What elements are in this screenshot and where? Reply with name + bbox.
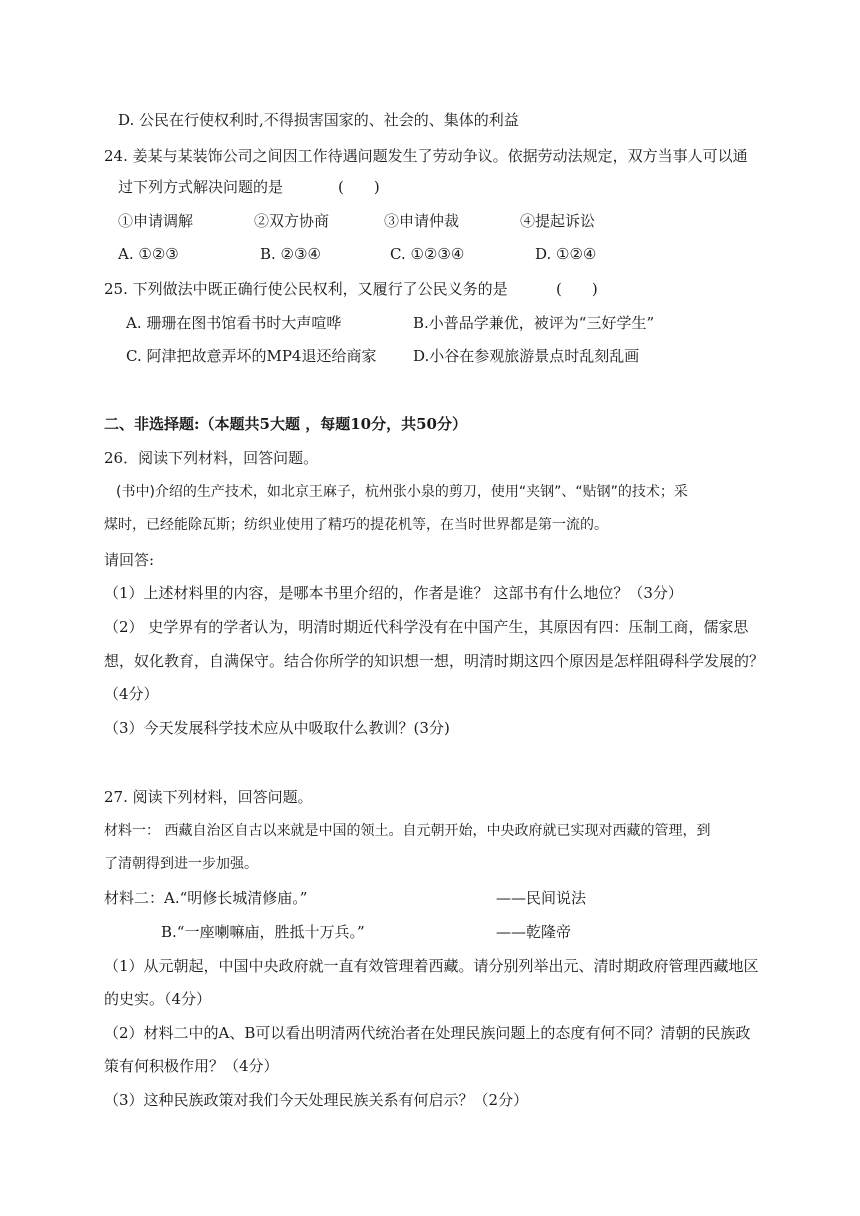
q27-material1-line1: 材料一： 西藏自治区自古以来就是中国的领土。自元朝开始，中央政府就已实现对西藏的管理，到	[104, 823, 711, 839]
q27-material2-b-source: ——乾隆帝	[496, 923, 572, 941]
q25-option-d: D.小谷在参观旅游景点时乱刻乱画	[413, 347, 640, 365]
q23-option-d: D. 公民在行使权利时,不得损害国家的、社会的、集体的利益	[118, 111, 519, 129]
q27-material1-line2: 了清朝得到进一步加强。	[104, 856, 258, 872]
q27-material2-b: B.“一座喇嘛庙，胜抵十万兵。”	[161, 923, 365, 941]
q26-sub2-line2: 想，奴化教育，自满保守。结合你所学的知识想一想，明清时期这四个原因是怎样阻碍科学发展的？	[104, 652, 765, 670]
q25-option-b: B.小普品学兼优，被评为“三好学生”	[413, 314, 655, 332]
q24-option-a: A. ①②③	[118, 245, 179, 263]
q26-sub2-line1: （2） 史学界有的学者认为，明清时期近代科学没有在中国产生，其原因有四：压制工商，儒家思	[104, 618, 749, 636]
q27-intro: 27. 阅读下列材料，回答问题。	[104, 788, 313, 806]
q24-option-b: B. ②③④	[260, 245, 321, 263]
q26-sub3: （3）今天发展科学技术应从中吸取什么教训？(3分)	[104, 719, 450, 737]
q27-sub2-line1: （2）材料二中的A、B可以看出明清两代统治者在处理民族问题上的态度有何不同？清朝的民族政	[104, 1024, 751, 1042]
q26-material-line1: (书中)介绍的生产技术，如北京王麻子，杭州张小泉的剪刀，使用“夹钢”、“贴钢”的技术；采	[116, 484, 688, 500]
q24-item-1: ①申请调解	[118, 212, 194, 230]
q27-sub3: （3）这种民族政策对我们今天处理民族关系有何启示？（2分）	[104, 1091, 529, 1109]
q24-stem-line1: 24. 姜某与某装饰公司之间因工作待遇问题发生了劳动争议。依据劳动法规定，双方当事人可以通	[104, 147, 748, 165]
section2-heading: 二、非选择题:（本题共5大题 ，每题10分，共50分）	[104, 415, 467, 433]
q26-prompt: 请回答:	[104, 551, 155, 569]
q26-sub2-line3: （4分）	[104, 685, 159, 703]
q25-stem: 25. 下列做法中既正确行使公民权利，又履行了公民义务的是	[104, 280, 508, 298]
q24-item-2: ②双方协商	[254, 212, 330, 230]
q24-item-3: ③申请仲裁	[384, 212, 460, 230]
q26-intro: 26．阅读下列材料，回答问题。	[104, 449, 319, 467]
q27-sub2-line2: 策有何积极作用？（4分）	[104, 1057, 279, 1075]
q25-option-a: A. 珊珊在图书馆看书时大声喧哗	[126, 314, 342, 332]
q27-sub1-line1: （1）从元朝起，中国中央政府就一直有效管理着西藏。请分别列举出元、清时期政府管理西藏地区	[104, 957, 759, 975]
q26-material-line2: 煤时，已经能除瓦斯；纺织业使用了精巧的提花机等，在当时世界都是第一流的。	[104, 517, 608, 533]
q26-sub1: （1）上述材料里的内容，是哪本书里介绍的，作者是谁？ 这部书有什么地位？（3分）	[104, 584, 683, 602]
q25-answer-paren: ( )	[556, 280, 598, 298]
q27-material2-a-source: ——民间说法	[496, 889, 587, 907]
q25-option-c: C. 阿津把故意弄坏的MP4退还给商家	[126, 347, 377, 365]
q27-sub1-line2: 的史实。（4分）	[104, 990, 212, 1008]
q24-option-c: C. ①②③④	[390, 245, 465, 263]
q24-stem-line2: 过下列方式解决问题的是	[118, 178, 284, 196]
q27-material2-a: 材料二：A.“明修长城清修庙。”	[104, 889, 308, 907]
q24-answer-paren: ( )	[338, 178, 380, 196]
q24-option-d: D. ①②④	[535, 245, 597, 263]
q24-item-4: ④提起诉讼	[520, 212, 596, 230]
